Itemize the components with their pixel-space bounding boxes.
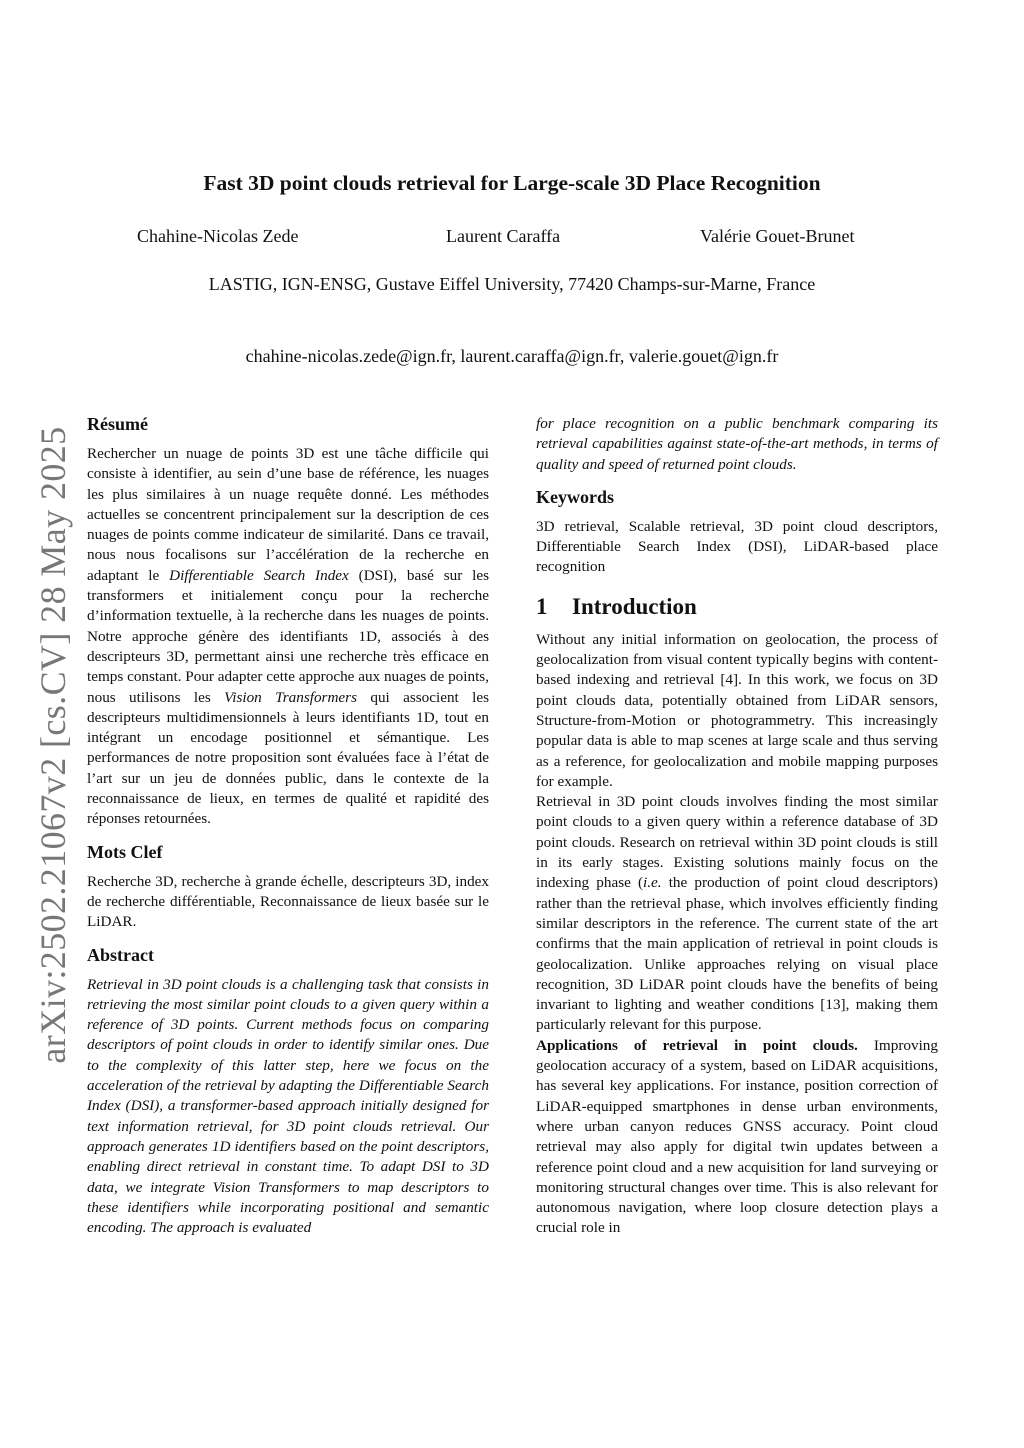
resume-text-part: (DSI), basé sur les transformers et initialement conçu pour la recherche d’information textuelle, à la recherche dans les nuages de points. Notre approche génère des identifiants 1D, associés à des descripteurs 3D, permettant ainsi une recherche très efficace en temps constant. Pour adapter cette approche aux nuages de points, nous utilisons les <box>87 566 489 706</box>
paper-title: Fast 3D point clouds retrieval for Large-scale 3D Place Recognition <box>203 171 821 195</box>
intro-paragraph-3 <box>536 1036 938 1239</box>
intro-text-part: Retrieval in 3D point clouds involves finding the most similar point clouds to a given query within a reference database of 3D point clouds. Research on retrieval within 3D point clouds is still in its early stages. Existing solutions mainly focus on the indexing phase ( <box>536 793 938 892</box>
resume-text <box>87 444 489 830</box>
abstract-text: Retrieval in 3D point clouds is a challenging task that consists in retrieving the most similar point clouds to a given query within a reference of 3D points. Current methods focus on comparing descriptors of point clouds in order to identify similar ones. Due to the complexity of this latter step, here we focus on the acceleration of the retrieval by adapting the Differentiable Search Index (DSI), a transformer-based approach initially designed for text information retrieval, for 3D point clouds retrieval. Our approach generates 1D identifiers based on the point descriptors, enabling direct retrieval in constant time. To adapt DSI to 3D data, we integrate Vision Transformers to map descriptors to these identifiers while incorporating positional and semantic encoding. The approach is evaluated <box>87 975 489 1237</box>
left-column <box>87 412 489 1238</box>
section-title: Introduction <box>572 593 697 619</box>
paragraph-lead: Applications of retrieval in point clouds. <box>536 1036 858 1054</box>
introduction-heading <box>536 592 938 622</box>
keywords-heading: Keywords <box>536 486 614 507</box>
author-emails: chahine-nicolas.zede@ign.fr, laurent.caraffa@ign.fr, valerie.gouet@ign.fr <box>245 346 779 366</box>
resume-text-part: Rechercher un nuage de points 3D est une tâche difficile qui consiste à identifier, au sein d’une base de référence, les nuages les plus similaires à un nuage requête donné. Les méthodes actuelles se concentrent principalement sur la description de ces nuages de points comme indicateur de similarité. Dans ce travail, nous nous focalisons sur l’accélération de la recherche en adaptant le <box>87 445 489 584</box>
author-name: Valérie Gouet-Brunet <box>700 226 855 246</box>
intro-paragraph-1: Without any initial information on geolocation, the process of geolocalization from visual content typically begins with content-based indexing and retrieval [4]. In this work, we focus on 3D point clouds data, potentially obtained from LiDAR sensors, Structure-from-Motion or photogrammetry. This increasingly popular data is able to map scenes at large scale and thus serving as a reference, for geolocalization and mobile mapping purposes for example. <box>536 630 938 790</box>
mots-clef-text: Recherche 3D, recherche à grande échelle, descripteurs 3D, index de recherche différentiable, Reconnaissance de lieux basée sur le LiDAR. <box>87 872 489 931</box>
author-name: Laurent Caraffa <box>446 226 561 246</box>
author-name: Chahine-Nicolas Zede <box>137 226 299 246</box>
arxiv-identifier-stamp: arXiv:2502.21067v2 [cs.CV] 28 May 2025 <box>33 426 73 1064</box>
resume-text-part: qui associent les descripteurs multidimensionnels à leurs identifiants 1D, tout en intégrant un encodage positionnel et sémantique. Les performances de notre proposition sont évaluées face à l’état de l’art sur un jeu de données public, dans le contexte de la reconnaissance de lieux, en termes de qualité et rapidité des réponses retournées. <box>87 688 489 828</box>
intro-paragraph-2 <box>536 792 938 1036</box>
affiliation: LASTIG, IGN-ENSG, Gustave Eiffel University, 77420 Champs-sur-Marne, France <box>208 274 816 294</box>
resume-term-vit: Vision Transformers <box>224 688 357 706</box>
keywords-text: 3D retrieval, Scalable retrieval, 3D point cloud descriptors, Differentiable Search Index (DSI), LiDAR-based place recognition <box>536 517 938 576</box>
abstract-continuation: for place recognition on a public benchmark comparing its retrieval capabilities against state-of-the-art methods, in terms of quality and speed of returned point clouds. <box>536 415 938 473</box>
right-column <box>536 414 938 1239</box>
abstract-heading: Abstract <box>87 944 154 965</box>
resume-term-dsi: Differentiable Search Index <box>169 566 349 584</box>
mots-clef-heading: Mots Clef <box>87 841 163 862</box>
intro-text-part: the production of point cloud descriptors) rather than the retrieval phase, which involves efficiently finding similar descriptors in the reference. The current state of the art confirms that the main application of retrieval in point clouds is geolocalization. Unlike approaches relying on visual place recognition, 3D LiDAR point clouds have the benefits of being invariant to lighting and weather conditions [13], making them particularly relevant for this purpose. <box>536 874 938 1034</box>
section-number: 1 <box>536 593 548 619</box>
resume-heading: Résumé <box>87 414 148 434</box>
intro-ie: i.e. <box>643 874 662 892</box>
intro-text-part: Improving geolocation accuracy of a system, based on LiDAR acquisitions, has several key applications. For instance, position correction of LiDAR-equipped smartphones in dense urban environments, where urban canyon reduces GNSS accuracy. Point cloud retrieval may also apply for digital twin updates between a reference point cloud and a new acquisition for land surveying or monitoring structural changes over time. This is also relevant for autonomous navigation, where loop closure detection plays a crucial role in <box>536 1036 938 1237</box>
